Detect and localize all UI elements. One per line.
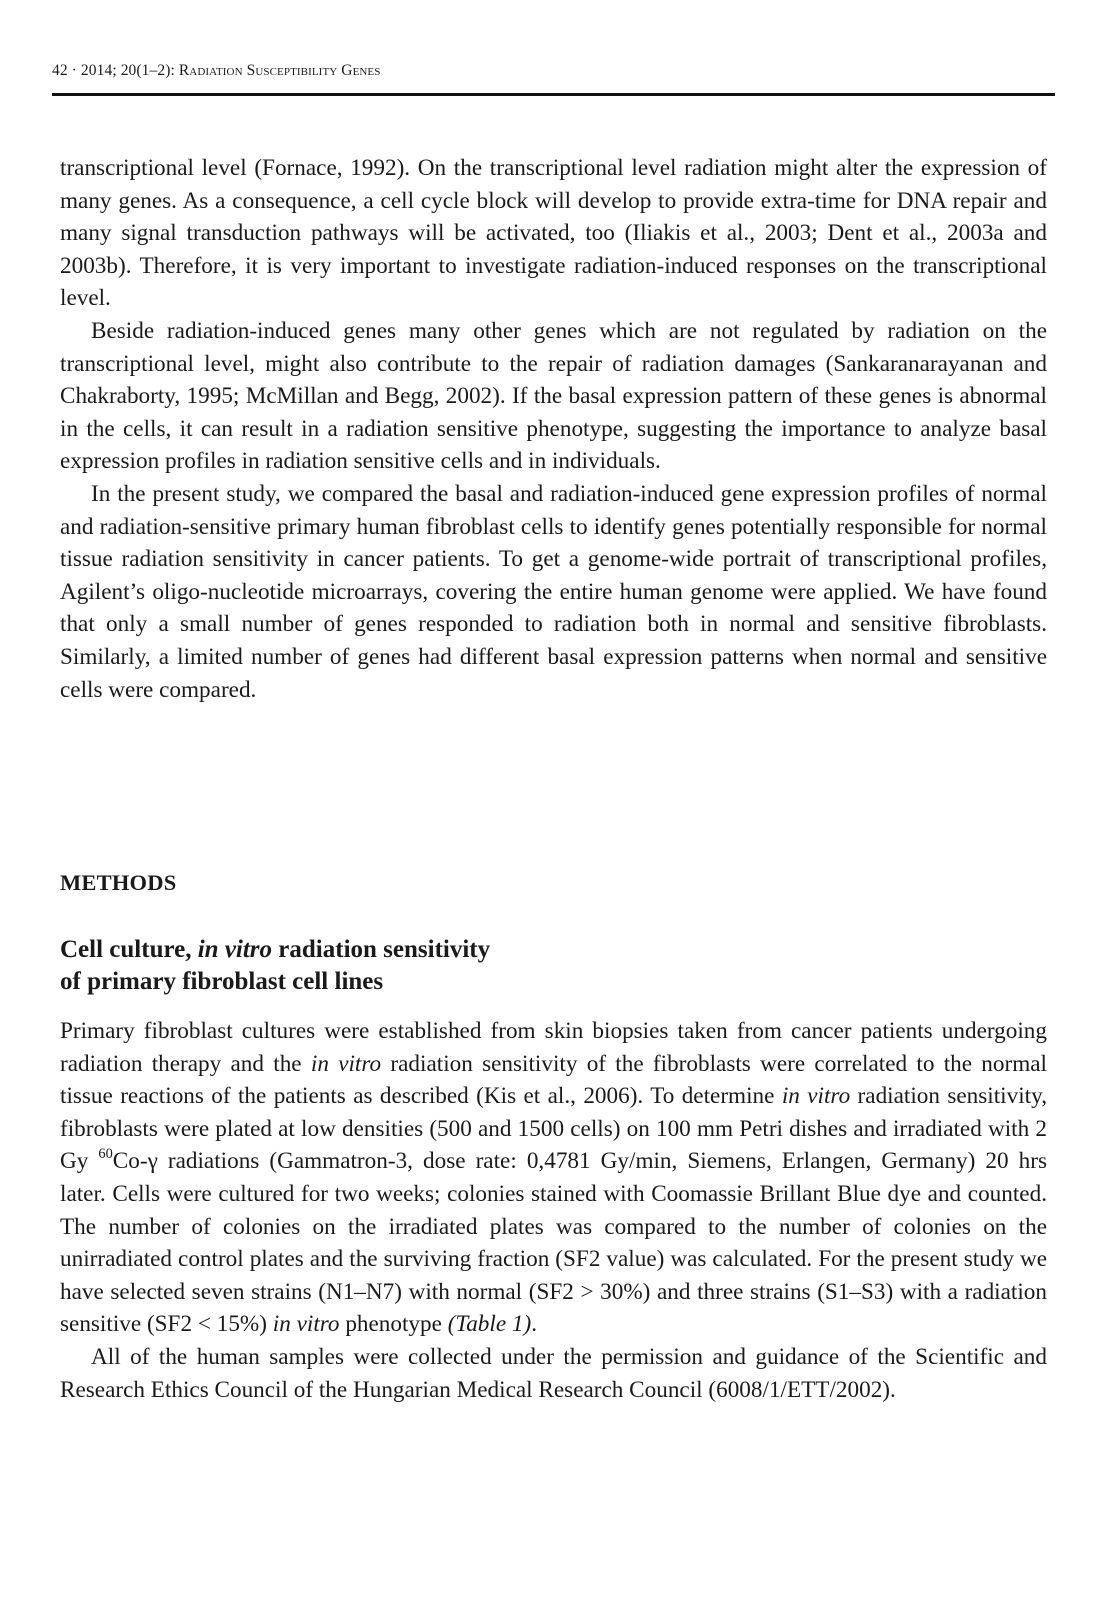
italic-term: in vitro [781,1083,851,1110]
text-run: radiation sensitivity, fibroblasts were plated at low densities (500 and 1500 cells) on 100 mm Petri dishes and irradiated with 2 Gy [60,1083,1047,1175]
page-number: 42 [52,62,68,79]
paragraph-intro-3: In the present study, we compared the basal and radiation-induced gene expression profiles of normal and radiation-sensitive primary human fibroblast cells to identify genes potentially responsible for normal tissue radiation sensitivity in cancer patients. To get a genome-wide portrait of transcriptional profiles, Agilent’s oligo-nucleotide microarrays, covering the entire human genome were applied. We have found that only a small number of genes responded to radiation both in normal and sensitive fibroblasts. Similarly, a limited number of genes had different basal expression patterns when normal and sensitive cells were compared. [60,480,1047,703]
header-rule-divider [52,93,1055,96]
journal-issue: 2014; 20(1–2): [80,62,179,79]
text-run: Co-γ radiations (Gammatron-3, dose rate: 0,4781 Gy/min, Siemens, Erlangen, Germany) 20 hrs later. Cells were cultured for two weeks; colonies stained with Coomassie Brillant Blue dye and counted. The number of colonies on the irradiated plates was compared to the number of colonies on the unirradiated control plates and the surviving fraction (SF2 value) was calculated. For the present study we have selected seven strains (N1–N7) with normal (SF2 > 30%) and three strains (S1–S3) with a radiation sensitive (SF2 < 15%) [60,1148,1047,1338]
subheading-italic-term: in vitro [197,936,273,963]
text-run: phenotype [339,1311,448,1338]
subheading-text-line2: of primary fibroblast cell lines [60,968,384,995]
paragraph-methods-1 [60,1015,1047,1341]
introduction-text [60,152,1047,706]
italic-term: in vitro [310,1050,382,1077]
table-reference: (Table 1) [447,1311,532,1338]
paragraph-intro-1: transcriptional level (Fornace, 1992). On the transcriptional level radiation might alter the expression of many genes. As a consequence, a cell cycle block will develop to provide extra-time for DNA repair and many signal transduction pathways will be activated, too (Iliakis et al., 2003; Dent et al., 2003a and 2003b). Therefore, it is very important to investigate radiation-induced responses on the transcriptional level. [60,155,1047,312]
text-run: Primary fibroblast cultures were established from skin biopsies taken from cancer patients undergoing radiation therapy and the [60,1018,1047,1077]
isotope-superscript: 60 [98,1146,113,1163]
text-run: radiation sensitivity of the fibroblasts were correlated to the normal tissue reactions of the patients as described (Kis et al., 2006). To determine [60,1050,1047,1110]
italic-term: in vitro [272,1311,340,1338]
subsection-heading-cell-culture [60,934,490,998]
text-run: . [531,1311,538,1338]
running-head [52,62,380,80]
methods-text [60,1015,1047,1406]
section-heading-methods: METHODS [60,870,177,895]
subheading-text: radiation sensitivity [272,936,491,963]
subheading-text: Cell culture, [60,936,198,963]
running-head-separator: · [67,62,81,79]
paragraph-methods-2: All of the human samples were collected under the permission and guidance of the Scientific and Research Ethics Council of the Hungarian Medical Research Council (6008/1/ETT/2002). [60,1343,1047,1403]
running-head-title: Radiation Susceptibility Genes [178,62,381,79]
paragraph-intro-2: Beside radiation-induced genes many other genes which are not regulated by radiation on the transcriptional level, might also contribute to the repair of radiation damages (Sankaranarayanan and Chakraborty, 1995; McMillan and Begg, 2002). If the basal expression pattern of these genes is abnormal in the cells, it can result in a radiation sensitive phenotype, suggesting the importance to analyze basal expression profiles in radiation sensitive cells and in individuals. [60,317,1047,475]
